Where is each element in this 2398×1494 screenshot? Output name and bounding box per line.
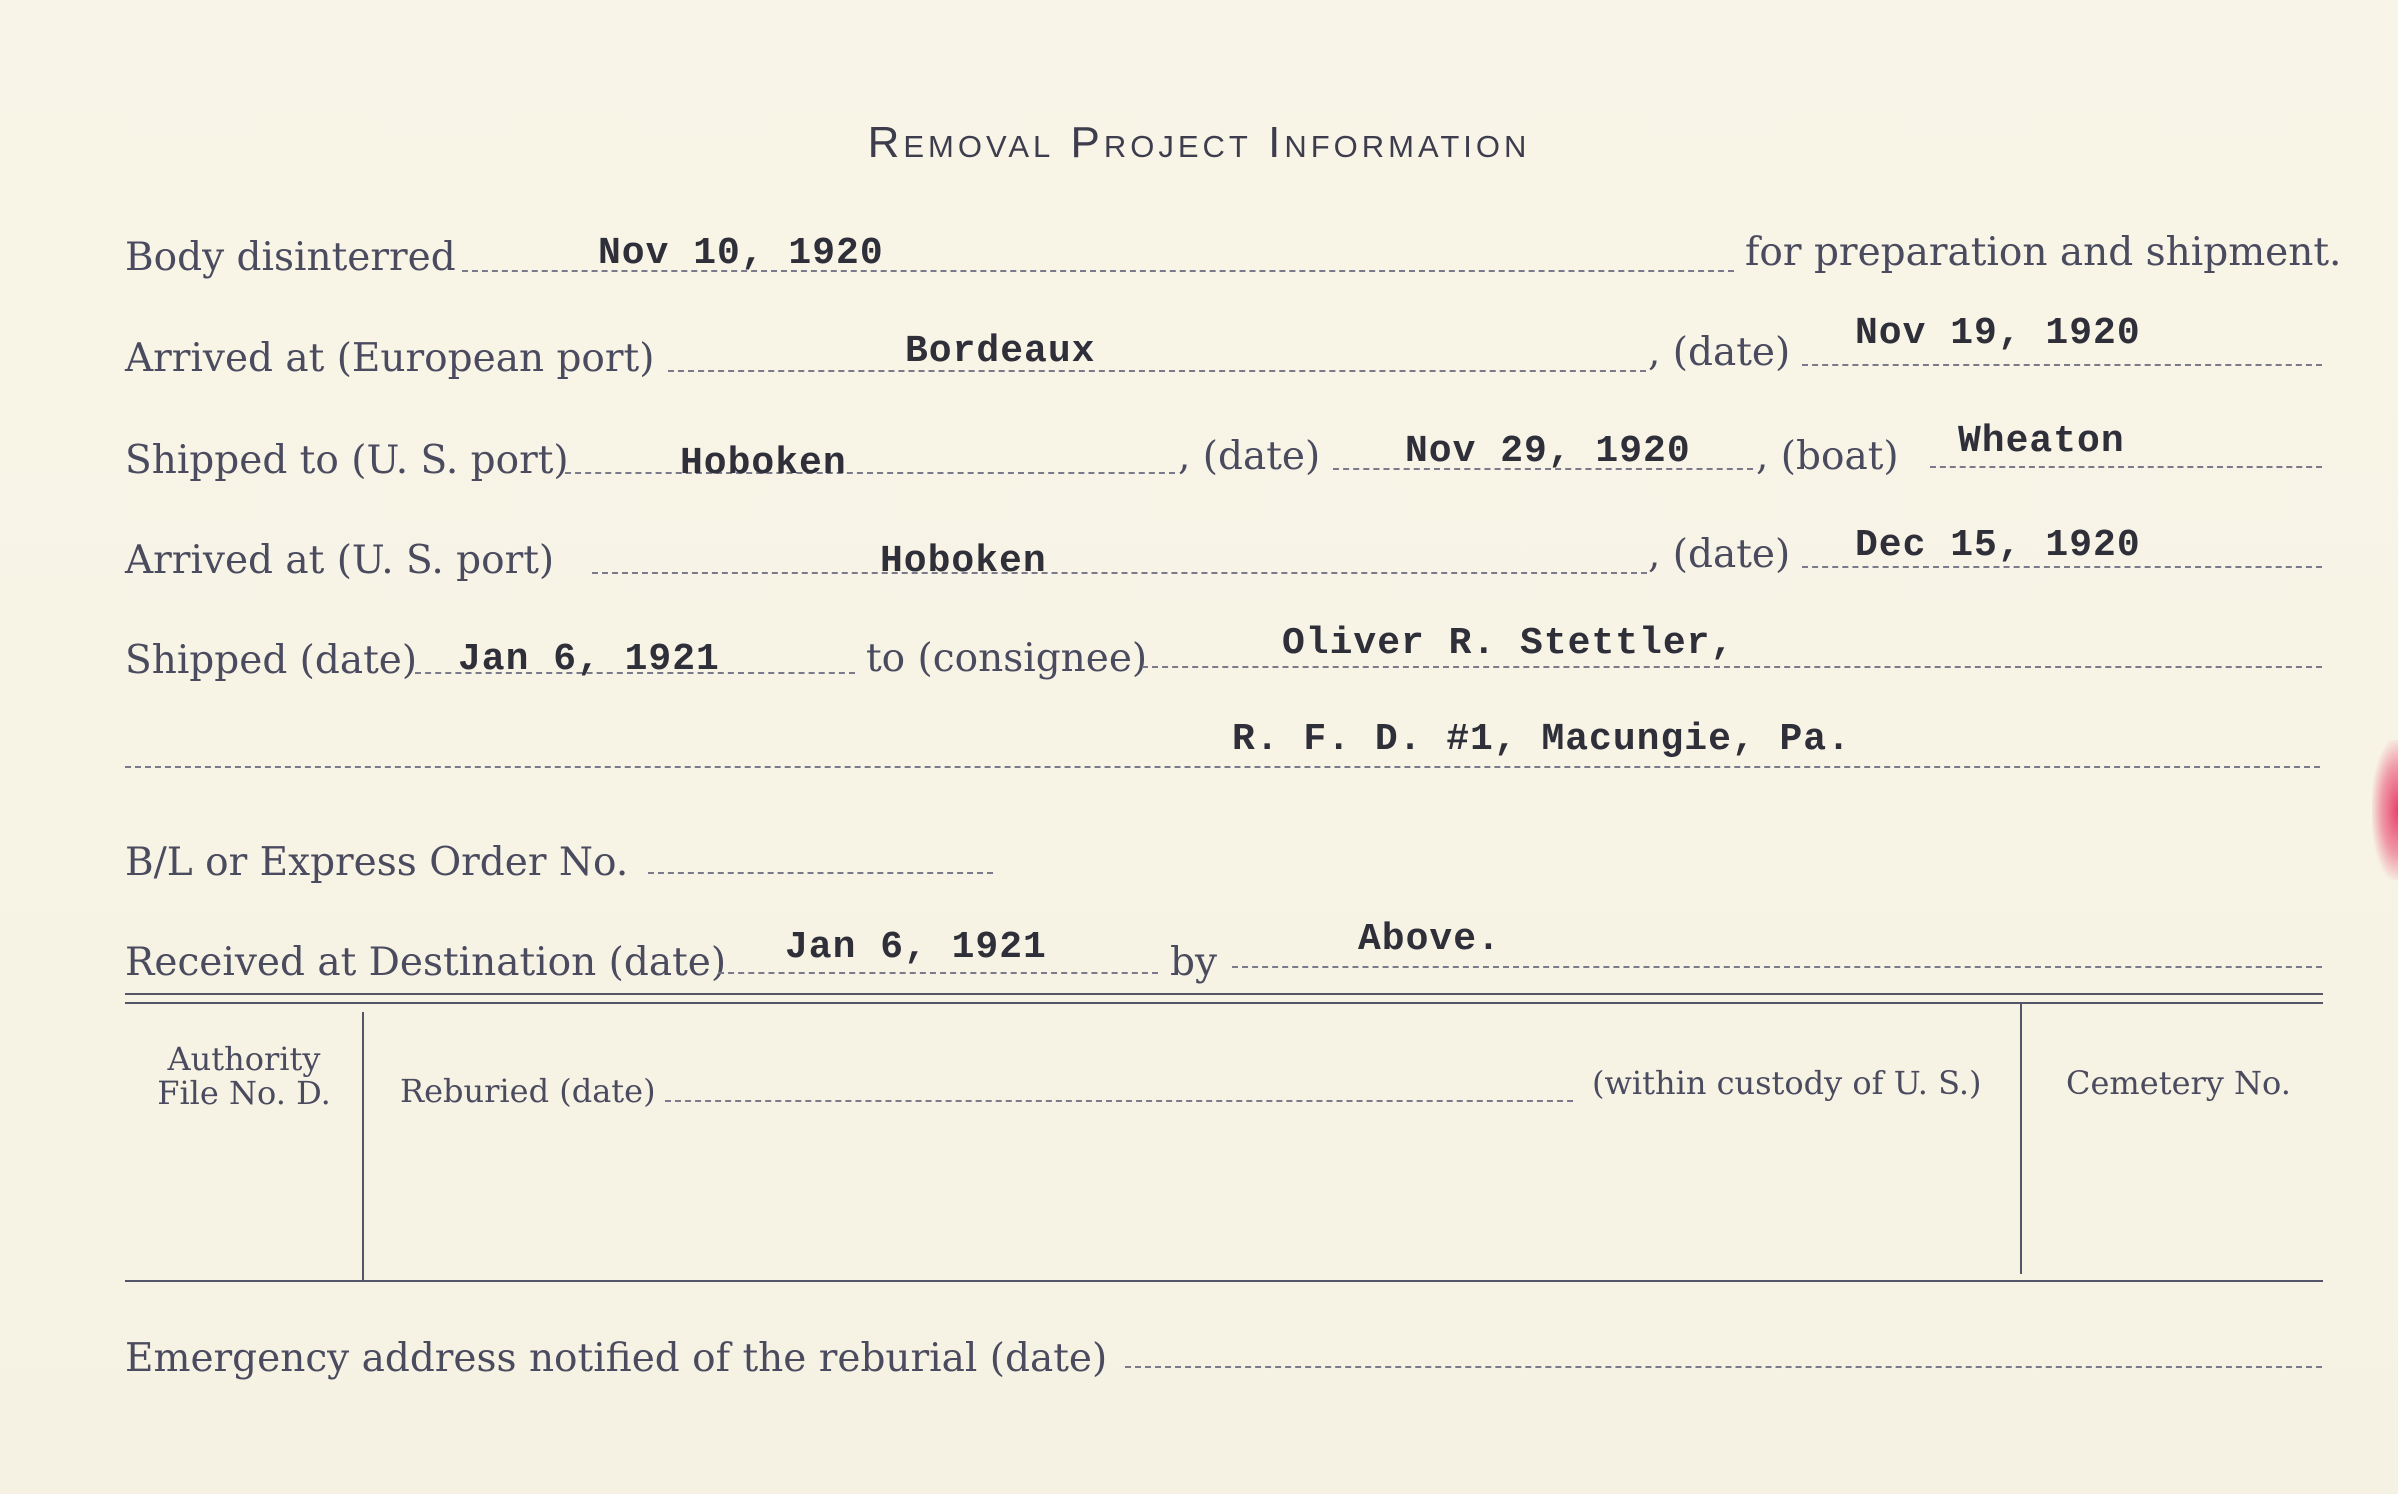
box-bottom-rule bbox=[125, 1280, 2323, 1282]
arrived-us-label: Arrived at (U. S. port) bbox=[125, 538, 555, 583]
bl-order-line bbox=[648, 872, 993, 874]
box-divider-left bbox=[362, 1012, 364, 1282]
form-title: Removal Project Information bbox=[867, 118, 1531, 167]
arrived-european-date-line bbox=[1802, 364, 2322, 366]
reburied-line bbox=[665, 1100, 1573, 1102]
arrived-us-date: Dec 15, 1920 bbox=[1855, 524, 2141, 567]
cemetery-label: Cemetery No. bbox=[2066, 1064, 2291, 1102]
custody-label: (within custody of U. S.) bbox=[1592, 1064, 1982, 1102]
shipped-us-boat-label: , (boat) bbox=[1756, 434, 1899, 479]
box-divider-right bbox=[2020, 1002, 2022, 1274]
consignee-name: Oliver R. Stettler, bbox=[1282, 622, 1735, 665]
shipped-us-boat-line bbox=[1930, 466, 2322, 468]
shipped-us-line bbox=[565, 472, 1175, 474]
received-date-line bbox=[718, 972, 1158, 974]
shipped-us-label: Shipped to (U. S. port) bbox=[125, 438, 569, 483]
arrived-european-line bbox=[668, 370, 1646, 372]
arrived-european-date-label: , (date) bbox=[1648, 330, 1791, 375]
reburied-label: Reburied (date) bbox=[400, 1072, 656, 1110]
received-label: Received at Destination (date) bbox=[125, 940, 727, 985]
consignee-label: to (consignee) bbox=[866, 636, 1148, 681]
arrived-european-label: Arrived at (European port) bbox=[125, 336, 655, 381]
arrived-us-date-label: , (date) bbox=[1648, 532, 1791, 577]
shipped-date-label: Shipped (date) bbox=[125, 638, 418, 683]
received-date-value: Jan 6, 1921 bbox=[785, 926, 1047, 969]
authority-label bbox=[130, 1042, 358, 1110]
shipped-us-boat: Wheaton bbox=[1958, 420, 2125, 463]
body-disinterred-label: Body disinterred bbox=[125, 235, 456, 280]
consignee-line bbox=[1142, 666, 2322, 668]
arrived-european-port: Bordeaux bbox=[905, 330, 1096, 373]
received-by-label: by bbox=[1170, 940, 1217, 985]
red-ink-stain bbox=[2372, 740, 2398, 880]
arrived-us-line bbox=[592, 572, 1647, 574]
shipped-us-port: Hoboken bbox=[680, 442, 847, 485]
box-top-rule-1 bbox=[125, 993, 2323, 995]
bl-order-label: B/L or Express Order No. bbox=[125, 840, 629, 885]
shipped-date-value: Jan 6, 1921 bbox=[458, 638, 720, 681]
body-disinterred-value: Nov 10, 1920 bbox=[598, 232, 884, 275]
authority-line1: Authority bbox=[167, 1040, 321, 1078]
shipped-us-date-label: , (date) bbox=[1178, 434, 1321, 479]
shipped-us-date: Nov 29, 1920 bbox=[1405, 430, 1691, 473]
address-line bbox=[125, 766, 2320, 768]
box-top-rule-2 bbox=[125, 1002, 2323, 1004]
arrived-european-date: Nov 19, 1920 bbox=[1855, 312, 2141, 355]
emergency-line bbox=[1125, 1366, 2322, 1368]
consignee-address: R. F. D. #1, Macungie, Pa. bbox=[1232, 718, 1851, 761]
authority-line2: File No. D. bbox=[157, 1074, 331, 1112]
body-disinterred-suffix: for preparation and shipment. bbox=[1745, 230, 2342, 275]
received-by-value: Above. bbox=[1358, 918, 1501, 961]
emergency-label: Emergency address notified of the reburial (date) bbox=[125, 1336, 1108, 1381]
received-by-line bbox=[1232, 966, 2322, 968]
arrived-us-port: Hoboken bbox=[880, 540, 1047, 583]
